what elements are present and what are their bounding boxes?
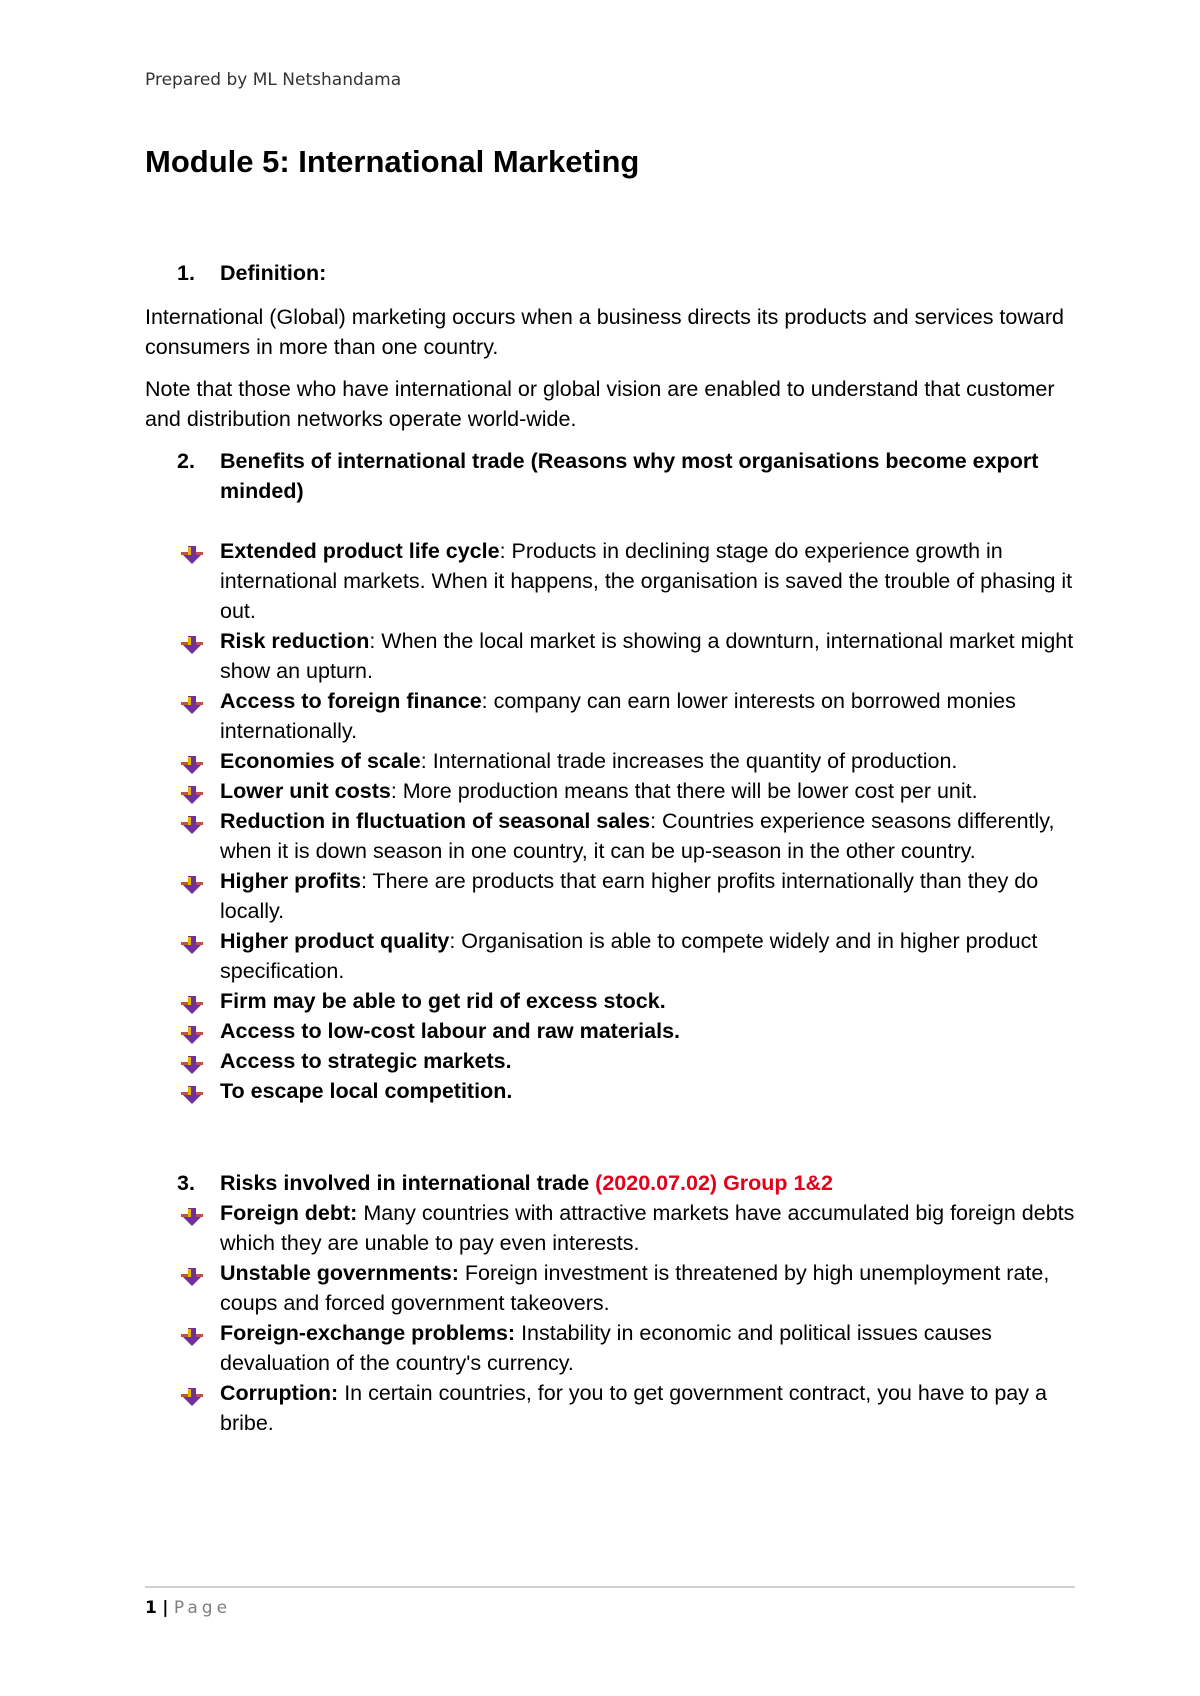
item-term: Foreign-exchange problems: [220, 1321, 516, 1345]
item-text: : Countries experience seasons differently, when it is down season in one country, it can be up-season in the other country. [220, 809, 1055, 863]
list-item [145, 986, 1075, 1016]
section-heading-text: Definition: [220, 261, 327, 285]
definition-paragraph: International (Global) marketing occurs when a business directs its products and services toward consumers in more than one country. [145, 305, 1064, 359]
page-footer [145, 1598, 231, 1618]
list-item [145, 866, 1075, 926]
down-arrow-bullet-icon [181, 1022, 203, 1040]
item-text: : When the local market is showing a downturn, international market might show an upturn. [220, 629, 1074, 683]
down-arrow-bullet-icon [181, 542, 203, 560]
item-term: Reduction in fluctuation of seasonal sales [220, 809, 651, 833]
item-term: Access to strategic markets. [220, 1049, 512, 1073]
down-arrow-bullet-icon [181, 992, 203, 1010]
page-label: Page [173, 1598, 232, 1618]
list-item [145, 1378, 1075, 1438]
item-term: Higher product quality [220, 929, 450, 953]
list-item [145, 626, 1075, 686]
footer-divider [145, 1586, 1075, 1588]
item-term: Corruption: [220, 1381, 339, 1405]
item-term: Extended product life cycle [220, 539, 500, 563]
benefits-list [145, 536, 1075, 1106]
down-arrow-bullet-icon [181, 1082, 203, 1100]
item-term: Firm may be able to get rid of excess stock. [220, 989, 666, 1013]
down-arrow-bullet-icon [181, 1204, 203, 1222]
item-term: Unstable governments: [220, 1261, 459, 1285]
note-paragraph: Note that those who have international or global vision are enabled to understand that customer and distribution networks operate world-wide. [145, 377, 1055, 431]
document-title: Module 5: International Marketing [145, 144, 640, 179]
item-term: Foreign debt: [220, 1201, 358, 1225]
item-term: Risk reduction [220, 629, 370, 653]
list-item [145, 1046, 1075, 1076]
section-heading-text: Risks involved in international trade [220, 1171, 590, 1195]
item-text: Many countries with attractive markets have accumulated big foreign debts which they are unable to pay even interests. [220, 1201, 1075, 1255]
down-arrow-bullet-icon [181, 932, 203, 950]
section-heading-text: Benefits of international trade (Reasons why most organisations become export minded) [220, 449, 1039, 503]
item-text: : More production means that there will be lower cost per unit. [390, 779, 978, 803]
list-item [145, 806, 1075, 866]
list-item [145, 926, 1075, 986]
item-term: Access to foreign finance [220, 689, 482, 713]
down-arrow-bullet-icon [181, 872, 203, 890]
item-text: : Products in declining stage do experience growth in international markets. When it happens, the organisation is saved the trouble of phasing it out. [220, 539, 1073, 623]
item-term: Economies of scale [220, 749, 421, 773]
item-text: : There are products that earn higher profits internationally than they do locally. [220, 869, 1039, 923]
item-text: : Organisation is able to compete widely and in higher product specification. [220, 929, 1038, 983]
page-separator: | [162, 1598, 169, 1618]
item-term: To escape local competition. [220, 1079, 513, 1103]
list-item [145, 776, 1075, 806]
section-heading-risks [145, 1168, 1075, 1198]
item-text: Instability in economic and political issues causes devaluation of the country's currency. [220, 1321, 992, 1375]
risks-list [145, 1198, 1075, 1438]
list-item [145, 1198, 1075, 1258]
down-arrow-bullet-icon [181, 1324, 203, 1342]
item-term: Higher profits [220, 869, 361, 893]
down-arrow-bullet-icon [181, 812, 203, 830]
section-heading-benefits [145, 446, 1075, 506]
section-number: 1. [177, 261, 195, 285]
down-arrow-bullet-icon [181, 632, 203, 650]
down-arrow-bullet-icon [181, 782, 203, 800]
section-number: 2. [177, 449, 195, 473]
item-text: Foreign investment is threatened by high unemployment rate, coups and forced government takeovers. [220, 1261, 1050, 1315]
list-item [145, 536, 1075, 626]
list-item [145, 1318, 1075, 1378]
down-arrow-bullet-icon [181, 1052, 203, 1070]
item-text: : International trade increases the quantity of production. [420, 749, 958, 773]
page-header: Prepared by ML Netshandama [145, 70, 402, 90]
down-arrow-bullet-icon [181, 1384, 203, 1402]
item-term: Lower unit costs [220, 779, 391, 803]
list-item [145, 746, 1075, 776]
list-item [145, 1076, 1075, 1106]
item-term: Access to low-cost labour and raw materials. [220, 1019, 681, 1043]
list-item [145, 1016, 1075, 1046]
item-text: : company can earn lower interests on borrowed monies internationally. [220, 689, 1016, 743]
list-item [145, 1258, 1075, 1318]
item-text: In certain countries, for you to get government contract, you have to pay a bribe. [220, 1381, 1047, 1435]
document-body [145, 258, 1075, 1438]
down-arrow-bullet-icon [181, 752, 203, 770]
down-arrow-bullet-icon [181, 692, 203, 710]
list-item [145, 686, 1075, 746]
section-heading-definition [145, 258, 1075, 288]
section-number: 3. [177, 1171, 195, 1195]
down-arrow-bullet-icon [181, 1264, 203, 1282]
section-date-note: (2020.07.02) Group 1&2 [595, 1171, 833, 1195]
page-number: 1 [145, 1598, 157, 1618]
